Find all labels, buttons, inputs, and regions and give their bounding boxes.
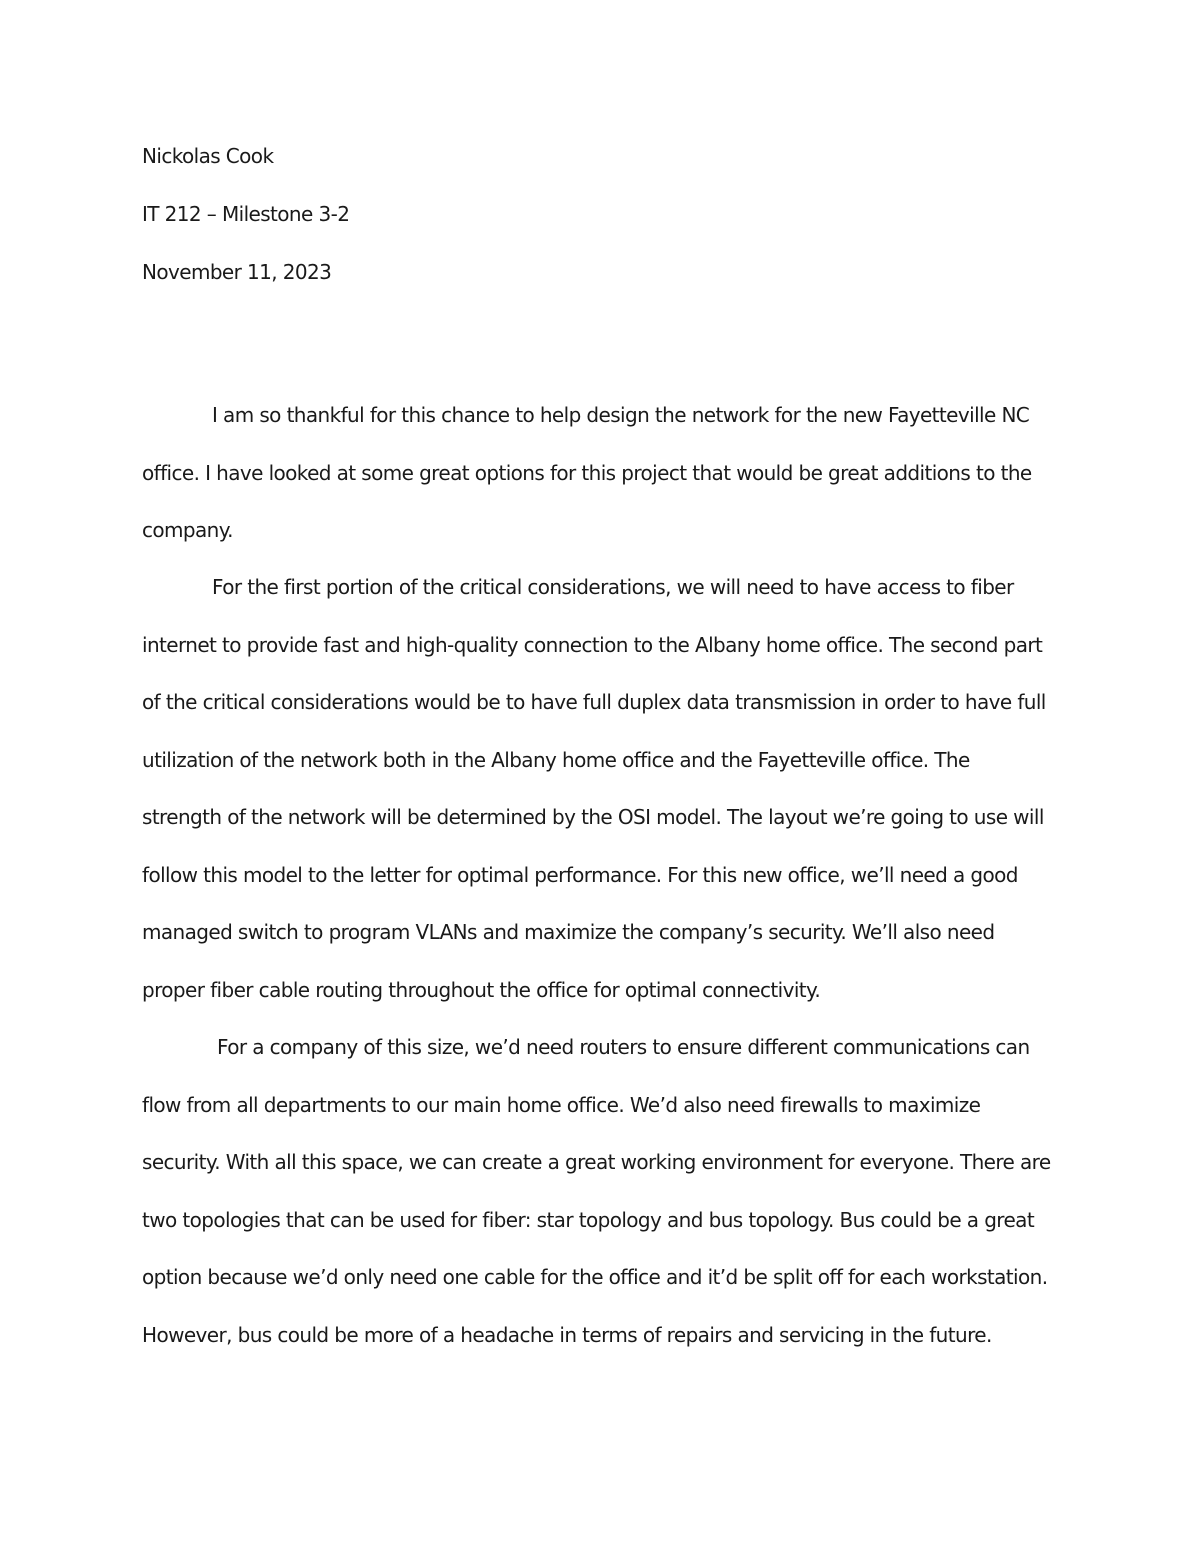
paragraph-line: strength of the network will be determined by the OSI model. The layout we’re going to use will: [142, 805, 1044, 829]
paragraph-line: of the critical considerations would be to have full duplex data transmission in order to have full: [142, 690, 1046, 714]
paragraph-line: For the first portion of the critical considerations, we will need to have access to fiber: [212, 575, 1014, 599]
document-date: November 11, 2023: [142, 260, 332, 284]
paragraph-line: follow this model to the letter for optimal performance. For this new office, we’ll need a good: [142, 863, 1018, 887]
paragraph-line: For a company of this size, we’d need routers to ensure different communications can: [217, 1035, 1030, 1059]
paragraph-line: office. I have looked at some great options for this project that would be great additions to the: [142, 461, 1032, 485]
paragraph-line: flow from all departments to our main home office. We’d also need firewalls to maximize: [142, 1093, 981, 1117]
paragraph-line: internet to provide fast and high-quality connection to the Albany home office. The second part: [142, 633, 1043, 657]
course-title: IT 212 – Milestone 3-2: [142, 202, 350, 226]
author-name: Nickolas Cook: [142, 144, 274, 168]
paragraph-line: I am so thankful for this chance to help design the network for the new Fayetteville NC: [212, 403, 1030, 427]
paragraph-line: option because we’d only need one cable for the office and it’d be split off for each workstation.: [142, 1265, 1048, 1289]
paragraph-line: two topologies that can be used for fiber: star topology and bus topology. Bus could be a great: [142, 1208, 1035, 1232]
paragraph-line: proper fiber cable routing throughout the office for optimal connectivity.: [142, 978, 821, 1002]
paragraph-line: utilization of the network both in the Albany home office and the Fayetteville office. The: [142, 748, 970, 772]
paragraph-line: However, bus could be more of a headache in terms of repairs and servicing in the future.: [142, 1323, 992, 1347]
paragraph-line: managed switch to program VLANs and maximize the company’s security. We’ll also need: [142, 920, 995, 944]
paragraph-line: security. With all this space, we can create a great working environment for everyone. There are: [142, 1150, 1051, 1174]
paragraph-line: company.: [142, 518, 233, 542]
